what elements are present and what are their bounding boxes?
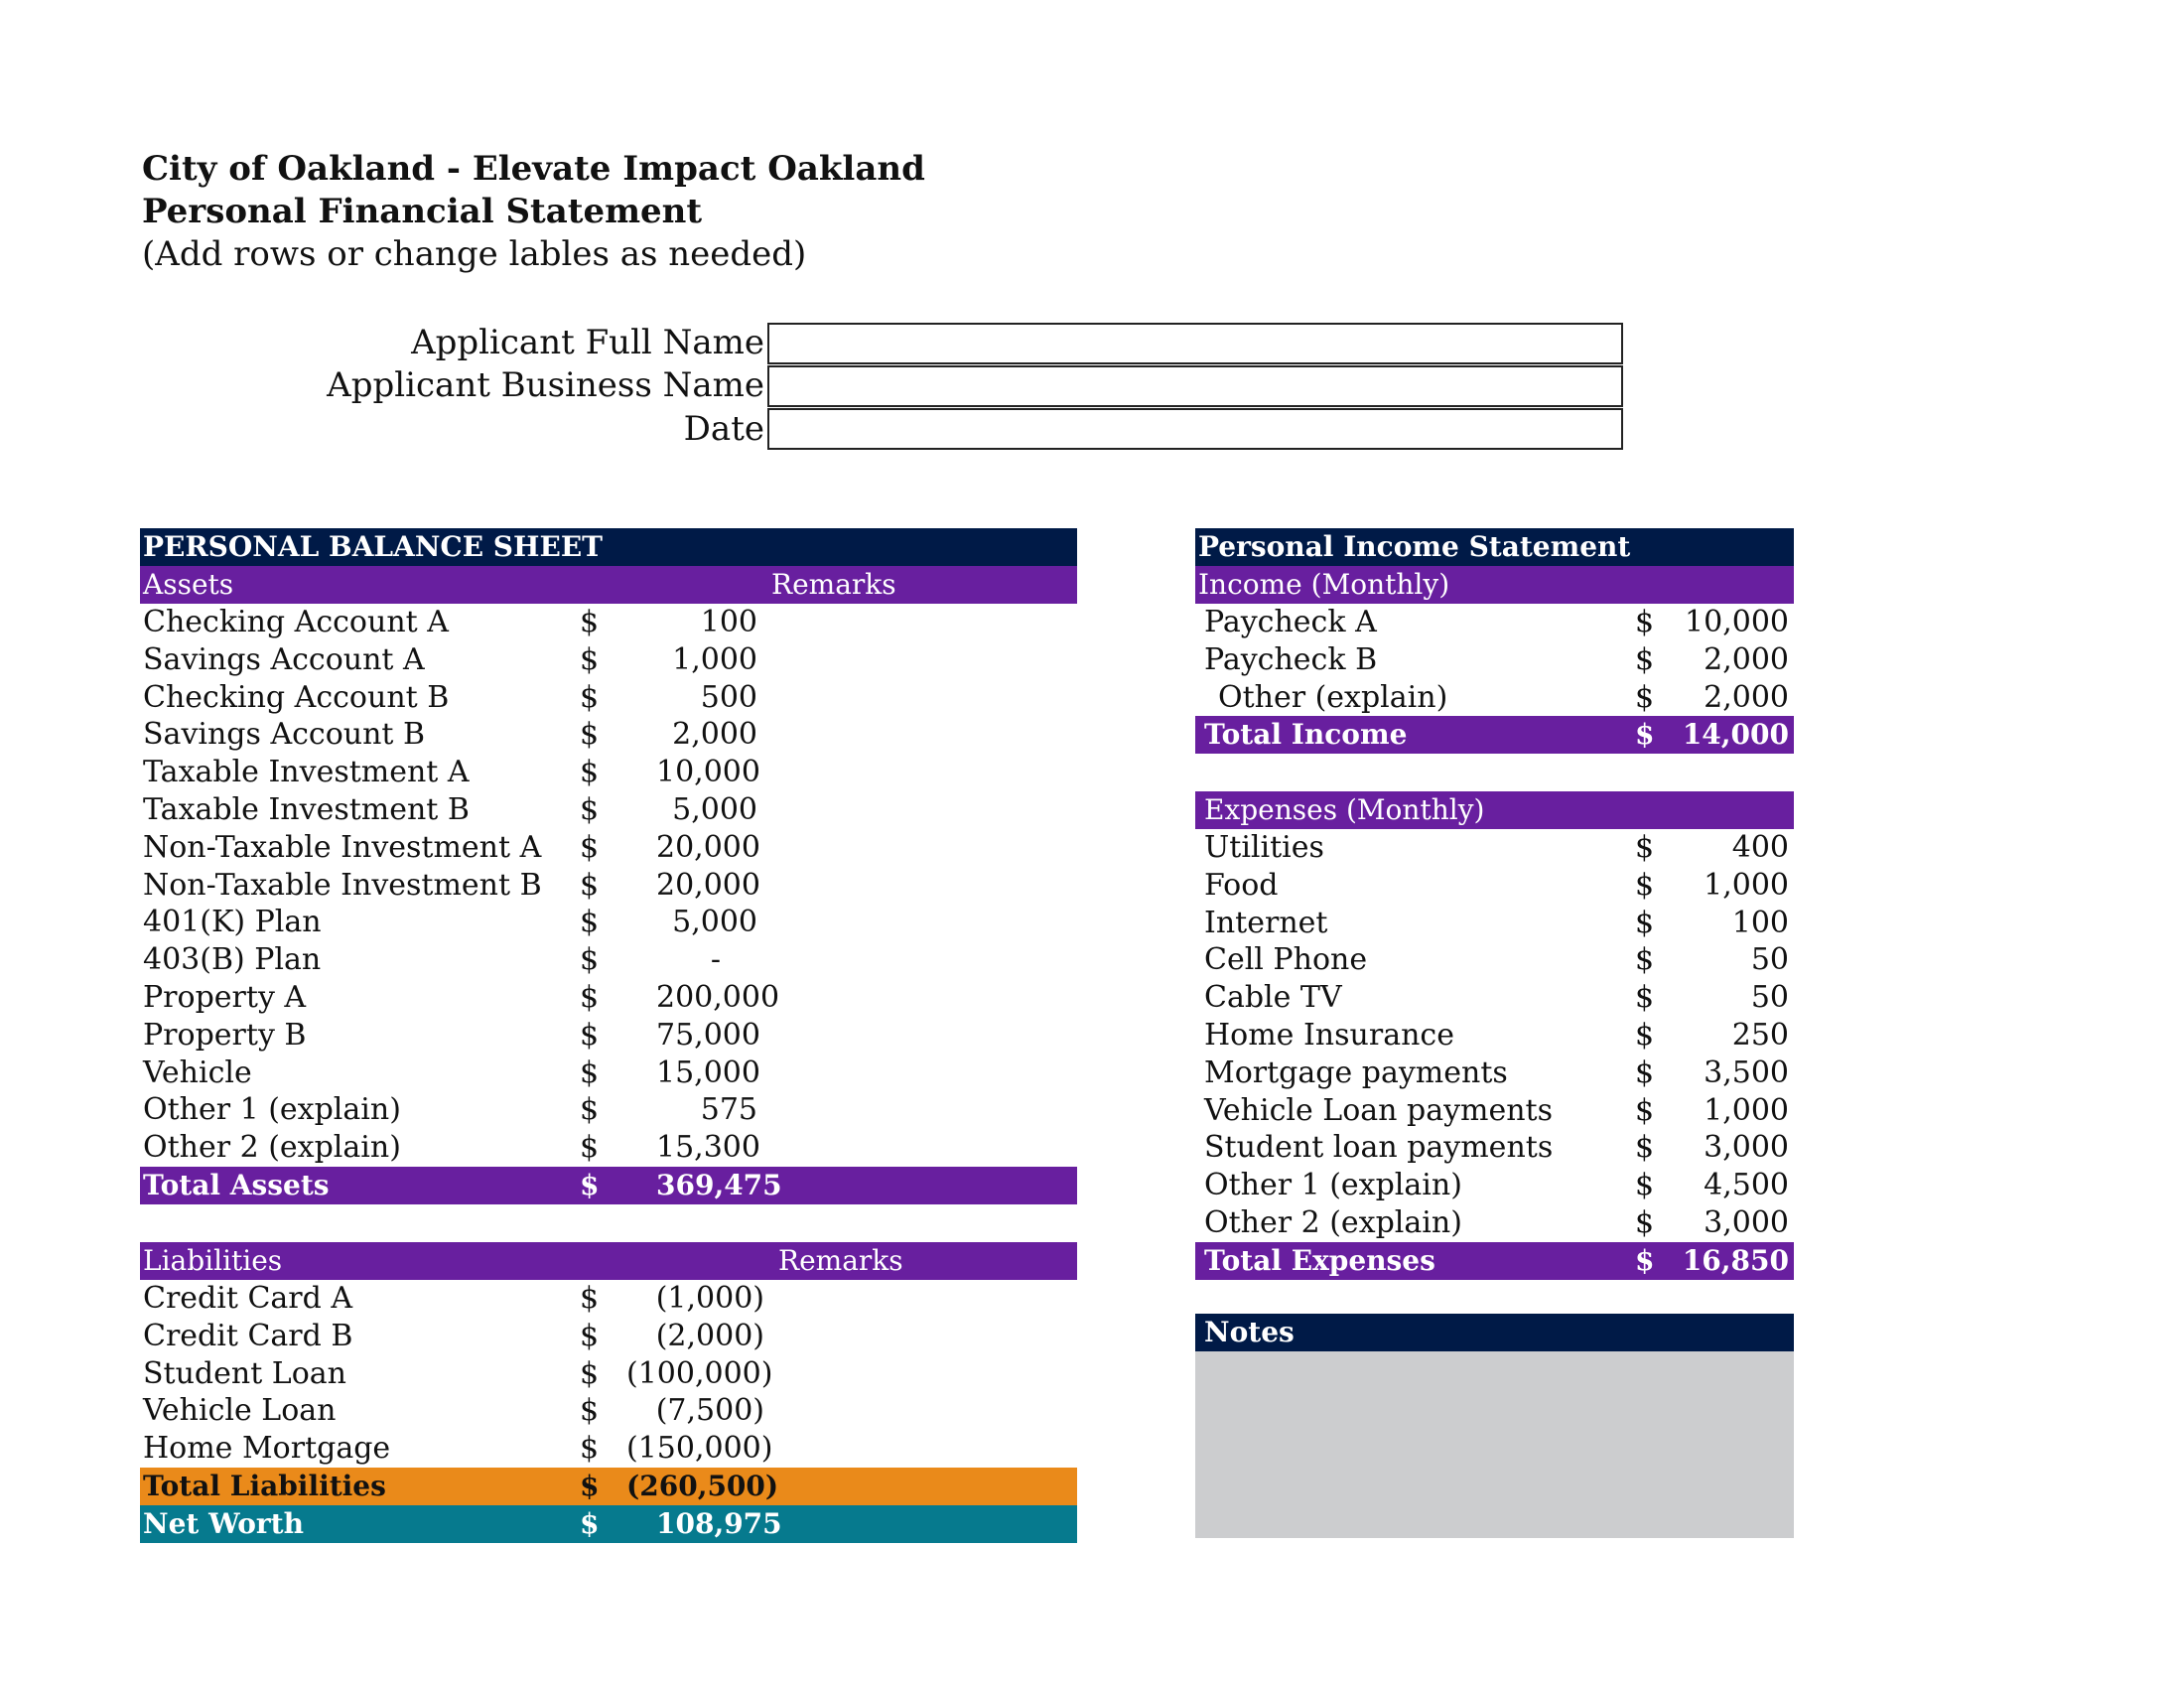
asset-row-amount: 5,000 [672, 792, 757, 827]
income-row-currency: $ [1635, 605, 1655, 639]
asset-row [140, 904, 1077, 941]
expense-row-currency: $ [1635, 1055, 1655, 1090]
liability-row [140, 1318, 1077, 1355]
income-row-label: Other (explain) [1218, 679, 1448, 715]
expense-row-amount: 50 [1750, 980, 1789, 1016]
expense-row-currency: $ [1635, 867, 1655, 903]
asset-row-currency: $ [580, 905, 600, 940]
asset-row [140, 1055, 1077, 1092]
liability-row [140, 1392, 1077, 1430]
expense-row [1195, 867, 1794, 905]
liability-row-currency: $ [580, 1355, 600, 1391]
asset-row [140, 1091, 1077, 1129]
business-name-field[interactable] [767, 365, 1623, 407]
asset-row-label: Savings Account A [143, 641, 425, 677]
asset-row-label: Checking Account B [143, 679, 450, 715]
asset-row-amount: 15,300 [656, 1130, 760, 1166]
asset-row-amount: 20,000 [656, 829, 760, 865]
asset-row-amount: 200,000 [656, 980, 780, 1015]
date-label: Date [683, 409, 764, 449]
liability-row-currency: $ [580, 1318, 600, 1353]
assets-header [140, 566, 1077, 604]
asset-row-amount: 15,000 [656, 1055, 760, 1090]
asset-row-currency: $ [580, 867, 600, 903]
expense-row-amount: 100 [1731, 905, 1789, 940]
expense-row-label: Cable TV [1204, 980, 1342, 1016]
asset-row [140, 679, 1077, 717]
asset-row [140, 979, 1077, 1017]
total-expenses-value: 16,850 [1682, 1244, 1789, 1277]
expense-row [1195, 941, 1794, 979]
total-liabilities-label: Total Liabilities [143, 1470, 386, 1502]
total-liabilities-value: (260,500) [626, 1470, 779, 1502]
income-row-label: Paycheck A [1204, 605, 1377, 639]
asset-row-currency: $ [580, 980, 600, 1015]
net-worth-row [140, 1505, 1077, 1543]
expense-row-currency: $ [1635, 980, 1655, 1016]
asset-row-label: Other 2 (explain) [143, 1130, 401, 1166]
notes-title: Notes [1204, 1316, 1295, 1348]
liability-row-currency: $ [580, 1393, 600, 1429]
asset-row-label: 401(K) Plan [143, 905, 322, 940]
asset-row [140, 604, 1077, 641]
expense-row-amount: 250 [1731, 1018, 1789, 1053]
expense-row-label: Other 2 (explain) [1204, 1205, 1462, 1240]
liability-row [140, 1355, 1077, 1393]
total-assets-currency: $ [580, 1169, 600, 1201]
expense-row-label: Utilities [1204, 830, 1324, 865]
asset-row [140, 1129, 1077, 1167]
document-instructions: (Add rows or change lables as needed) [142, 234, 807, 274]
expense-row-amount: 3,000 [1704, 1205, 1789, 1240]
asset-row-label: Non-Taxable Investment B [143, 867, 542, 903]
full-name-field[interactable] [767, 323, 1623, 364]
expense-row [1195, 829, 1794, 867]
asset-row [140, 1017, 1077, 1055]
liability-row-label: Credit Card B [143, 1318, 353, 1353]
expense-row [1195, 1167, 1794, 1204]
expense-row-label: Internet [1204, 905, 1328, 940]
asset-row [140, 754, 1077, 791]
liability-row-label: Home Mortgage [143, 1431, 391, 1467]
asset-row [140, 716, 1077, 754]
expense-row-label: Student loan payments [1204, 1130, 1554, 1166]
income-row [1195, 604, 1794, 641]
total-income-row [1195, 716, 1794, 754]
expense-row [1195, 1129, 1794, 1167]
asset-row-amount: 10,000 [656, 755, 760, 790]
date-field[interactable] [767, 408, 1623, 450]
total-assets-label: Total Assets [143, 1169, 330, 1201]
asset-row-currency: $ [580, 641, 600, 677]
income-header-label: Income (Monthly) [1198, 568, 1450, 601]
expense-row [1195, 1055, 1794, 1092]
asset-row-currency: $ [580, 1017, 600, 1053]
expense-row-currency: $ [1635, 942, 1655, 978]
expense-row-amount: 1,000 [1704, 1092, 1789, 1128]
asset-row-currency: $ [580, 1092, 600, 1128]
total-assets-value: 369,475 [656, 1169, 782, 1201]
asset-row-currency: $ [580, 755, 600, 790]
expense-row-label: Other 1 (explain) [1204, 1168, 1462, 1203]
net-worth-currency: $ [580, 1507, 600, 1540]
total-expenses-label: Total Expenses [1204, 1244, 1435, 1277]
liability-row [140, 1280, 1077, 1318]
liability-row-currency: $ [580, 1431, 600, 1467]
total-expenses-currency: $ [1635, 1244, 1655, 1277]
asset-row-currency: $ [580, 792, 600, 827]
business-name-label: Applicant Business Name [327, 365, 764, 405]
income-row-amount: 2,000 [1704, 641, 1789, 677]
income-header [1195, 566, 1794, 604]
expense-row-currency: $ [1635, 1018, 1655, 1053]
expense-row-amount: 3,000 [1704, 1130, 1789, 1166]
asset-row-amount: 75,000 [656, 1017, 760, 1053]
asset-row [140, 791, 1077, 829]
full-name-label: Applicant Full Name [411, 323, 764, 362]
liability-row-amount: (7,500) [655, 1393, 764, 1429]
expense-row-currency: $ [1635, 1168, 1655, 1203]
asset-row-label: Other 1 (explain) [143, 1092, 401, 1128]
total-liabilities-currency: $ [580, 1470, 600, 1502]
asset-row-amount: 1,000 [672, 641, 757, 677]
total-income-label: Total Income [1204, 718, 1408, 751]
income-row-amount: 10,000 [1685, 605, 1789, 639]
asset-row [140, 829, 1077, 867]
expense-row [1195, 1204, 1794, 1242]
asset-row-currency: $ [580, 717, 600, 753]
expense-row-label: Home Insurance [1204, 1018, 1454, 1053]
expenses-header-label: Expenses (Monthly) [1204, 793, 1485, 826]
liability-row-label: Credit Card A [143, 1281, 353, 1316]
expense-row-label: Cell Phone [1204, 942, 1368, 978]
expense-row-label: Vehicle Loan payments [1204, 1092, 1554, 1128]
expense-row-currency: $ [1635, 905, 1655, 940]
asset-row [140, 641, 1077, 679]
assets-remarks-label: Remarks [771, 568, 896, 601]
expense-row-amount: 1,000 [1704, 867, 1789, 903]
liabilities-header-label: Liabilities [143, 1244, 283, 1277]
asset-row-label: Property A [143, 980, 307, 1015]
asset-row-label: Savings Account B [143, 717, 426, 753]
income-row-currency: $ [1635, 641, 1655, 677]
asset-row-currency: $ [580, 1055, 600, 1090]
expense-row [1195, 979, 1794, 1017]
notes-area[interactable] [1195, 1351, 1794, 1538]
income-row-label: Paycheck B [1204, 641, 1378, 677]
asset-row-amount: 500 [700, 679, 757, 715]
asset-row-currency: $ [580, 1130, 600, 1166]
expense-row-label: Food [1204, 867, 1279, 903]
asset-row-label: Taxable Investment A [143, 755, 470, 790]
asset-row-amount: 2,000 [672, 717, 757, 753]
expenses-header [1195, 791, 1794, 829]
liability-row-label: Student Loan [143, 1355, 346, 1391]
expense-row-amount: 4,500 [1704, 1168, 1789, 1203]
liabilities-header [140, 1242, 1077, 1280]
balance-sheet-title: PERSONAL BALANCE SHEET [143, 530, 603, 563]
expense-row-currency: $ [1635, 1092, 1655, 1128]
asset-row-amount: - [710, 942, 722, 978]
income-row [1195, 641, 1794, 679]
asset-row-amount: 575 [700, 1092, 757, 1128]
asset-row-currency: $ [580, 829, 600, 865]
total-liabilities-row [140, 1468, 1077, 1505]
assets-header-label: Assets [143, 568, 234, 601]
asset-row-label: Checking Account A [143, 605, 449, 639]
income-statement-header [1195, 528, 1794, 566]
net-worth-label: Net Worth [143, 1507, 304, 1540]
expense-row-currency: $ [1635, 1130, 1655, 1166]
liability-row-currency: $ [580, 1281, 600, 1316]
expense-row-amount: 400 [1731, 830, 1789, 865]
asset-row-label: 403(B) Plan [143, 942, 322, 978]
liability-row [140, 1430, 1077, 1468]
total-assets-row [140, 1167, 1077, 1204]
liability-row-amount: (100,000) [626, 1355, 773, 1391]
expense-row-amount: 3,500 [1704, 1055, 1789, 1090]
asset-row-label: Taxable Investment B [143, 792, 470, 827]
total-income-currency: $ [1635, 718, 1655, 751]
total-expenses-row [1195, 1242, 1794, 1280]
liability-row-amount: (2,000) [655, 1318, 764, 1353]
liabilities-remarks-label: Remarks [778, 1244, 903, 1277]
asset-row-amount: 100 [700, 605, 757, 639]
expense-row [1195, 1092, 1794, 1130]
asset-row-label: Property B [143, 1017, 307, 1053]
liability-row-label: Vehicle Loan [143, 1393, 337, 1429]
notes-header [1195, 1314, 1794, 1351]
expense-row-amount: 50 [1750, 942, 1789, 978]
liability-row-amount: (1,000) [655, 1281, 764, 1316]
expense-row-label: Mortgage payments [1204, 1055, 1508, 1090]
income-row-amount: 2,000 [1704, 679, 1789, 715]
document-subtitle: Personal Financial Statement [142, 192, 703, 231]
liability-row-amount: (150,000) [626, 1431, 773, 1467]
asset-row [140, 941, 1077, 979]
expense-row [1195, 1017, 1794, 1055]
income-row-currency: $ [1635, 679, 1655, 715]
asset-row-currency: $ [580, 605, 600, 639]
total-income-value: 14,000 [1682, 718, 1789, 751]
asset-row-currency: $ [580, 942, 600, 978]
asset-row-label: Vehicle [143, 1055, 252, 1090]
income-statement-title: Personal Income Statement [1198, 530, 1631, 563]
expense-row [1195, 905, 1794, 942]
expense-row-currency: $ [1635, 1205, 1655, 1240]
net-worth-value: 108,975 [656, 1507, 782, 1540]
asset-row-amount: 20,000 [656, 867, 760, 903]
document-title: City of Oakland - Elevate Impact Oakland [142, 149, 925, 189]
asset-row-label: Non-Taxable Investment A [143, 829, 542, 865]
balance-sheet-header [140, 528, 1077, 566]
expense-row-currency: $ [1635, 830, 1655, 865]
asset-row-currency: $ [580, 679, 600, 715]
asset-row [140, 867, 1077, 905]
income-row [1195, 679, 1794, 717]
asset-row-amount: 5,000 [672, 905, 757, 940]
